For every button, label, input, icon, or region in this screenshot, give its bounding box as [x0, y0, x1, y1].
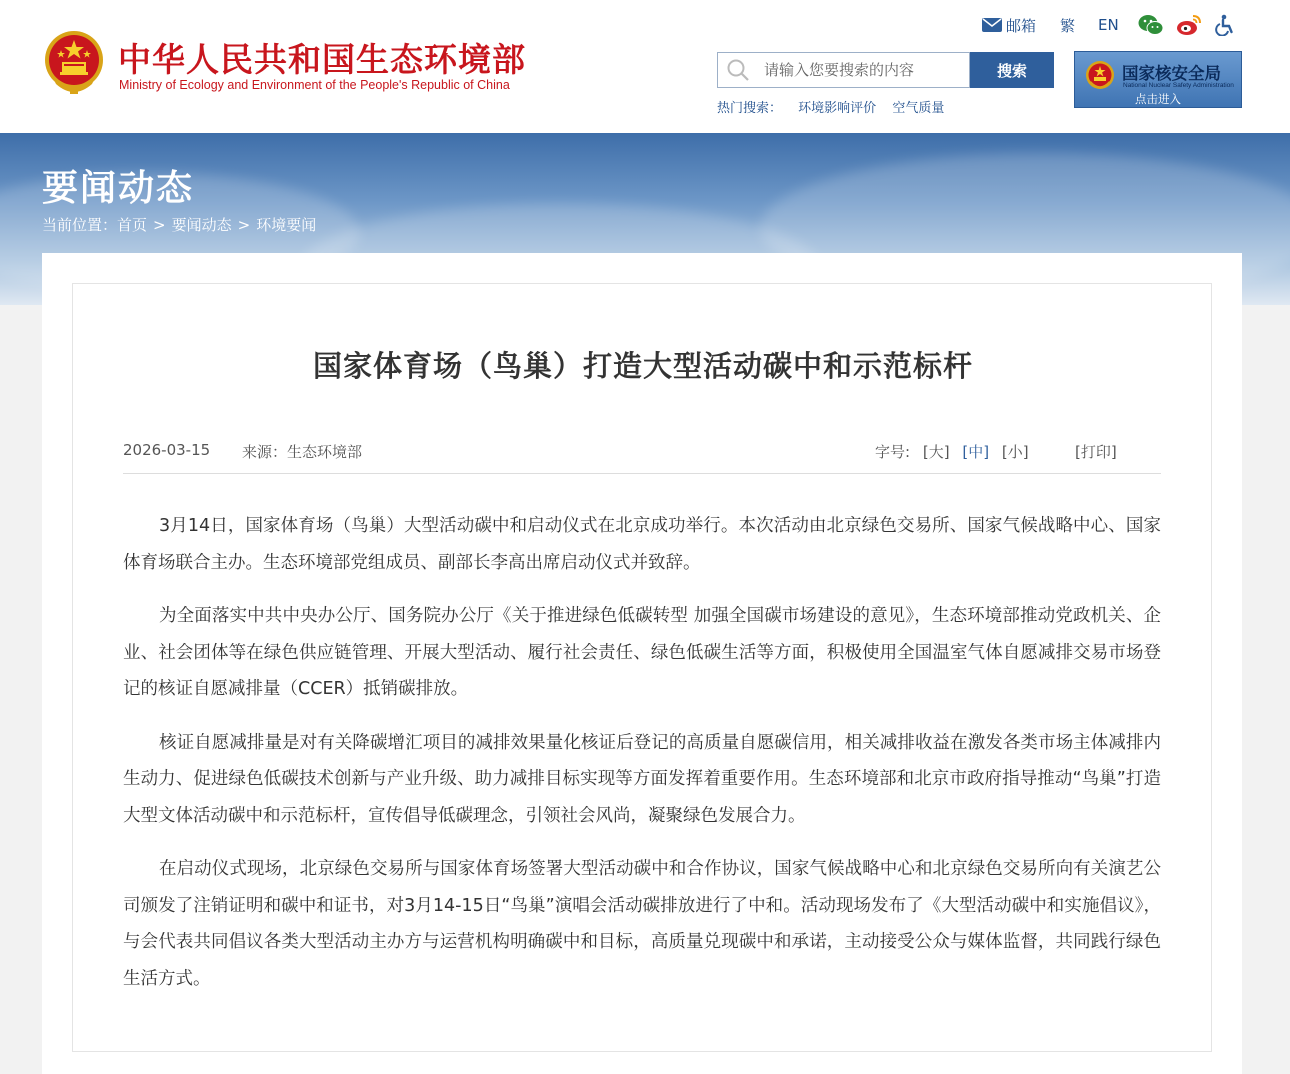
hot-search-item[interactable]: 环境影响评价: [798, 101, 877, 116]
article-paragraph: 在启动仪式现场，北京绿色交易所与国家体育场签署大型活动碳中和合作协议，国家气候战略中心和北京绿色交易所向有关演艺公司颁发了注销证明和碳中和证书，对3月14-15日“鸟巢”演唱会活动碳排放进行了中和。活动现场发布了《大型活动碳中和实施倡议》，与会代表共同倡议各类大型活动主办方与运营机构明确碳中和目标，高质量兑现碳中和承诺，主动接受公众与媒体监督，共同践行绿色生活方式。: [123, 859, 1161, 989]
hot-search-label: 热门搜索：: [717, 101, 783, 116]
mail-icon: [982, 18, 1002, 32]
breadcrumb-label: 当前位置：: [42, 216, 118, 234]
article-title: 国家体育场（鸟巢）打造大型活动碳中和示范标杆: [312, 349, 973, 383]
article-source: 来源：生态环境部: [242, 443, 363, 461]
hot-search: [717, 97, 944, 116]
nnsa-title: 国家核安全局: [1122, 64, 1221, 83]
site-header: [0, 0, 1290, 133]
english-link[interactable]: EN: [1098, 16, 1119, 34]
font-medium-button[interactable]: [中]: [962, 443, 990, 461]
font-size-label: 字号:: [875, 443, 911, 461]
meta-divider: [123, 473, 1161, 474]
breadcrumb-section[interactable]: 要闻动态: [171, 216, 232, 234]
article-body: [123, 508, 1161, 1014]
search-box: [717, 52, 970, 88]
search-button[interactable]: 搜索: [970, 52, 1054, 88]
article-paragraph: 核证自愿减排量是对有关降碳增汇项目的减排效果量化核证后登记的高质量自愿碳信用，相关减排收益在激发各类市场主体减排内生动力、促进绿色低碳技术创新与产业升级、助力减排目标实现等方面发挥着重要作用。生态环境部和北京市政府指导推动“鸟巢”打造大型文体活动碳中和示范标杆，宣传倡导低碳理念，引领社会风尚，凝聚绿色发展合力。: [123, 732, 1161, 826]
article-paragraph: 3月14日，国家体育场（鸟巢）大型活动碳中和启动仪式在北京成功举行。本次活动由北京绿色交易所、国家气候战略中心、国家体育场联合主办。生态环境部党组成员、副部长李高出席启动仪式并致辞。: [123, 516, 1161, 573]
hot-search-item[interactable]: 空气质量: [892, 101, 945, 116]
breadcrumb-home[interactable]: 首页: [117, 216, 148, 234]
breadcrumb-separator: >: [153, 216, 166, 234]
nnsa-banner-link[interactable]: [1074, 51, 1242, 108]
weibo-link[interactable]: [1176, 14, 1214, 36]
article-card: [72, 283, 1212, 1052]
nnsa-enter: 点击进入: [1135, 92, 1181, 106]
wechat-icon: [1138, 14, 1164, 36]
article-date: 2026-03-15: [123, 441, 211, 459]
search-icon: [726, 58, 750, 82]
traditional-chinese-link[interactable]: 繁: [1060, 16, 1076, 35]
site-title[interactable]: 中华人民共和国生态环境部: [118, 40, 526, 79]
content-container: [42, 253, 1242, 1074]
search-input[interactable]: [764, 61, 954, 79]
article-meta: [123, 441, 1161, 473]
accessibility-icon: [1214, 14, 1236, 36]
weibo-icon: [1176, 14, 1202, 36]
top-links: [982, 12, 1240, 38]
font-size-control: [875, 441, 1029, 462]
national-emblem-icon[interactable]: [42, 28, 106, 98]
nnsa-english: National Nuclear Safety Administration: [1123, 82, 1234, 89]
wechat-link[interactable]: [1138, 14, 1176, 36]
breadcrumb-separator: >: [237, 216, 251, 234]
mail-label: 邮箱: [1006, 16, 1037, 35]
mail-link[interactable]: [982, 15, 1042, 36]
banner-title: 要闻动态: [42, 168, 195, 209]
font-large-button[interactable]: [大]: [922, 443, 950, 461]
article-paragraph: 为全面落实中共中央办公厅、国务院办公厅《关于推进绿色低碳转型 加强全国碳市场建设的意见》，生态环境部推动党政机关、企业、社会团体等在绿色供应链管理、开展大型活动、履行社会责任、绿色低碳生活等方面，积极使用全国温室气体自愿减排交易市场登记的核证自愿减排量（CCER）抵销碳排放。: [123, 606, 1161, 699]
accessibility-link[interactable]: [1214, 14, 1240, 36]
nnsa-emblem-icon: [1085, 60, 1115, 92]
print-button[interactable]: [打印]: [1075, 443, 1117, 461]
site-subtitle: Ministry of Ecology and Environment of the People's Republic of China: [119, 78, 510, 92]
breadcrumb: [42, 214, 316, 235]
breadcrumb-current[interactable]: 环境要闻: [256, 216, 317, 234]
font-small-button[interactable]: [小]: [1001, 443, 1029, 461]
